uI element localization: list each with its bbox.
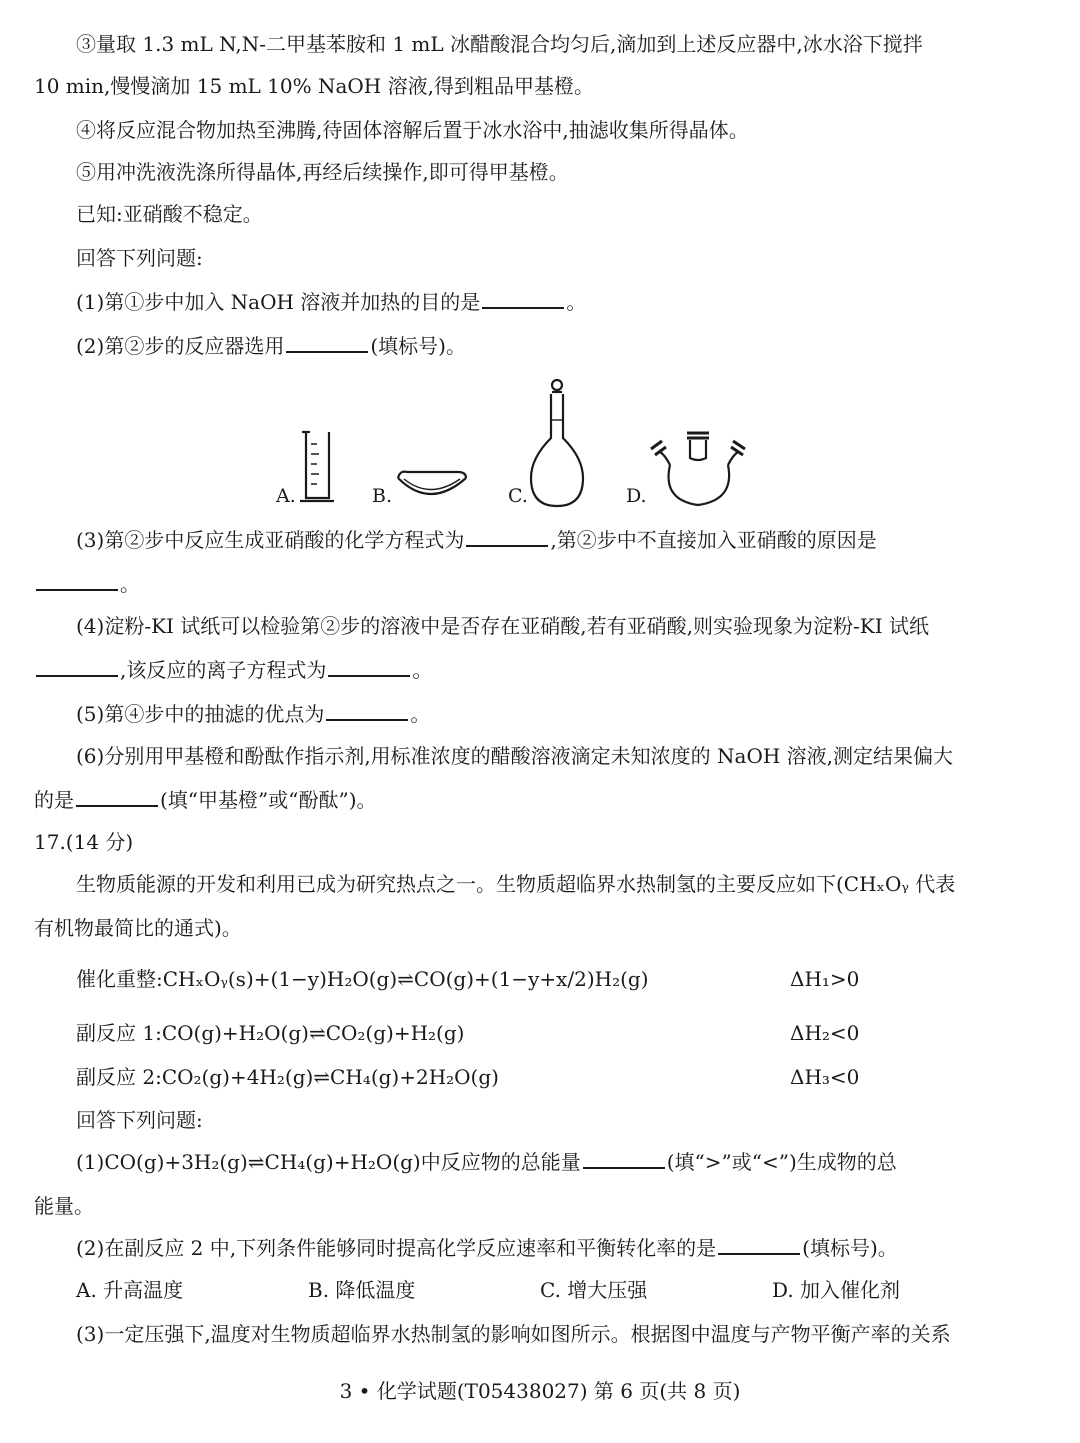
enthalpy-2: ΔH₂<0 — [790, 1021, 860, 1045]
equation-reforming: 催化重整:CHₓOᵧ(s)+(1−y)H₂O(g)⇌CO(g)+(1−y+x/2)H₂(g) — [76, 967, 649, 991]
answer-blank[interactable] — [36, 657, 118, 677]
question-4-cont: ,该反应的离子方程式为 。 — [34, 656, 432, 684]
answer-blank[interactable] — [718, 1235, 800, 1255]
volumetric-flask-icon — [531, 380, 583, 506]
answer-blank[interactable] — [36, 571, 118, 591]
step3-line2: 10 min,慢慢滴加 15 mL 10% NaOH 溶液,得到粗品甲基橙。 — [34, 74, 594, 98]
apparatus-label-d: D. — [626, 485, 647, 507]
intro-line-2: 有机物最简比的通式)。 — [34, 916, 242, 940]
question-6-cont: 的是 (填“甲基橙”或“酚酞”)。 — [34, 788, 377, 812]
answer-blank[interactable] — [583, 1149, 665, 1169]
sub-question-1-cont: 能量。 — [34, 1194, 94, 1218]
answer-blank[interactable] — [326, 701, 408, 721]
answer-blank[interactable] — [328, 657, 410, 677]
answer-blank[interactable] — [466, 527, 548, 547]
question-3: (3)第②步中反应生成亚硝酸的化学方程式为 ,第②步中不直接加入亚硝酸的原因是 — [76, 528, 877, 552]
enthalpy-1: ΔH₁>0 — [790, 967, 860, 991]
option-c[interactable]: C. 增大压强 — [540, 1278, 648, 1302]
equation-side-1: 副反应 1:CO(g)+H₂O(g)⇌CO₂(g)+H₂(g) — [76, 1021, 465, 1045]
question-1: (1)第①步中加入 NaOH 溶液并加热的目的是 。 — [76, 290, 587, 314]
sub-question-3: (3)一定压强下,温度对生物质超临界水热制氢的影响如图所示。根据图中温度与产物平衡产率的关系 — [76, 1322, 951, 1346]
intro-line-1: 生物质能源的开发和利用已成为研究热点之一。生物质超临界水热制氢的主要反应如下(CHₓOᵧ 代表 — [76, 872, 956, 896]
apparatus-label-b: B. — [372, 485, 393, 507]
option-a[interactable]: A. 升高温度 — [76, 1278, 184, 1302]
apparatus-label-c: C. — [508, 485, 528, 507]
step5-text: ⑤用冲洗液洗涤所得晶体,再经后续操作,即可得甲基橙。 — [76, 160, 569, 184]
answer-blank[interactable] — [76, 787, 158, 807]
graduated-cylinder-icon — [300, 432, 334, 501]
step4-text: ④将反应混合物加热至沸腾,待固体溶解后置于冰水浴中,抽滤收集所得晶体。 — [76, 118, 749, 142]
answer-prompt-1: 回答下列问题: — [76, 246, 203, 270]
question-4: (4)淀粉-KI 试纸可以检验第②步的溶液中是否存在亚硝酸,若有亚硝酸,则实验现象为淀粉-KI 试纸 — [76, 614, 929, 638]
known-text: 已知:亚硝酸不稳定。 — [76, 202, 263, 226]
page-footer: 3 • 化学试题(T05438027) 第 6 页(共 8 页) — [339, 1379, 741, 1403]
evaporating-dish-icon — [398, 472, 466, 494]
apparatus-label-a: A. — [276, 485, 296, 507]
option-d[interactable]: D. 加入催化剂 — [772, 1278, 901, 1302]
sub-question-1: (1)CO(g)+3H₂(g)⇌CH₄(g)+H₂O(g)中反应物的总能量 (填“>”或“<”)生成物的总 — [76, 1150, 897, 1174]
answer-prompt-2: 回答下列问题: — [76, 1108, 203, 1132]
option-b[interactable]: B. 降低温度 — [308, 1278, 416, 1302]
equation-side-2: 副反应 2:CO₂(g)+4H₂(g)⇌CH₄(g)+2H₂O(g) — [76, 1065, 499, 1089]
step3-line1: ③量取 1.3 mL N,N-二甲基苯胺和 1 mL 冰醋酸混合均匀后,滴加到上述反应器中,冰水浴下搅拌 — [76, 32, 923, 56]
three-neck-flask-icon — [651, 433, 745, 505]
question-2: (2)第②步的反应器选用 (填标号)。 — [76, 334, 466, 358]
problem-17-heading: 17.(14 分) — [34, 830, 134, 854]
question-5: (5)第④步中的抽滤的优点为 。 — [76, 702, 431, 726]
question-3-cont: 。 — [34, 570, 140, 598]
sub-question-2: (2)在副反应 2 中,下列条件能够同时提高化学反应速率和平衡转化率的是 (填标号)。 — [76, 1236, 898, 1260]
question-6: (6)分别用甲基橙和酚酞作指示剂,用标准浓度的醋酸溶液滴定未知浓度的 NaOH 溶液,测定结果偏大 — [76, 744, 954, 768]
enthalpy-3: ΔH₃<0 — [790, 1065, 860, 1089]
